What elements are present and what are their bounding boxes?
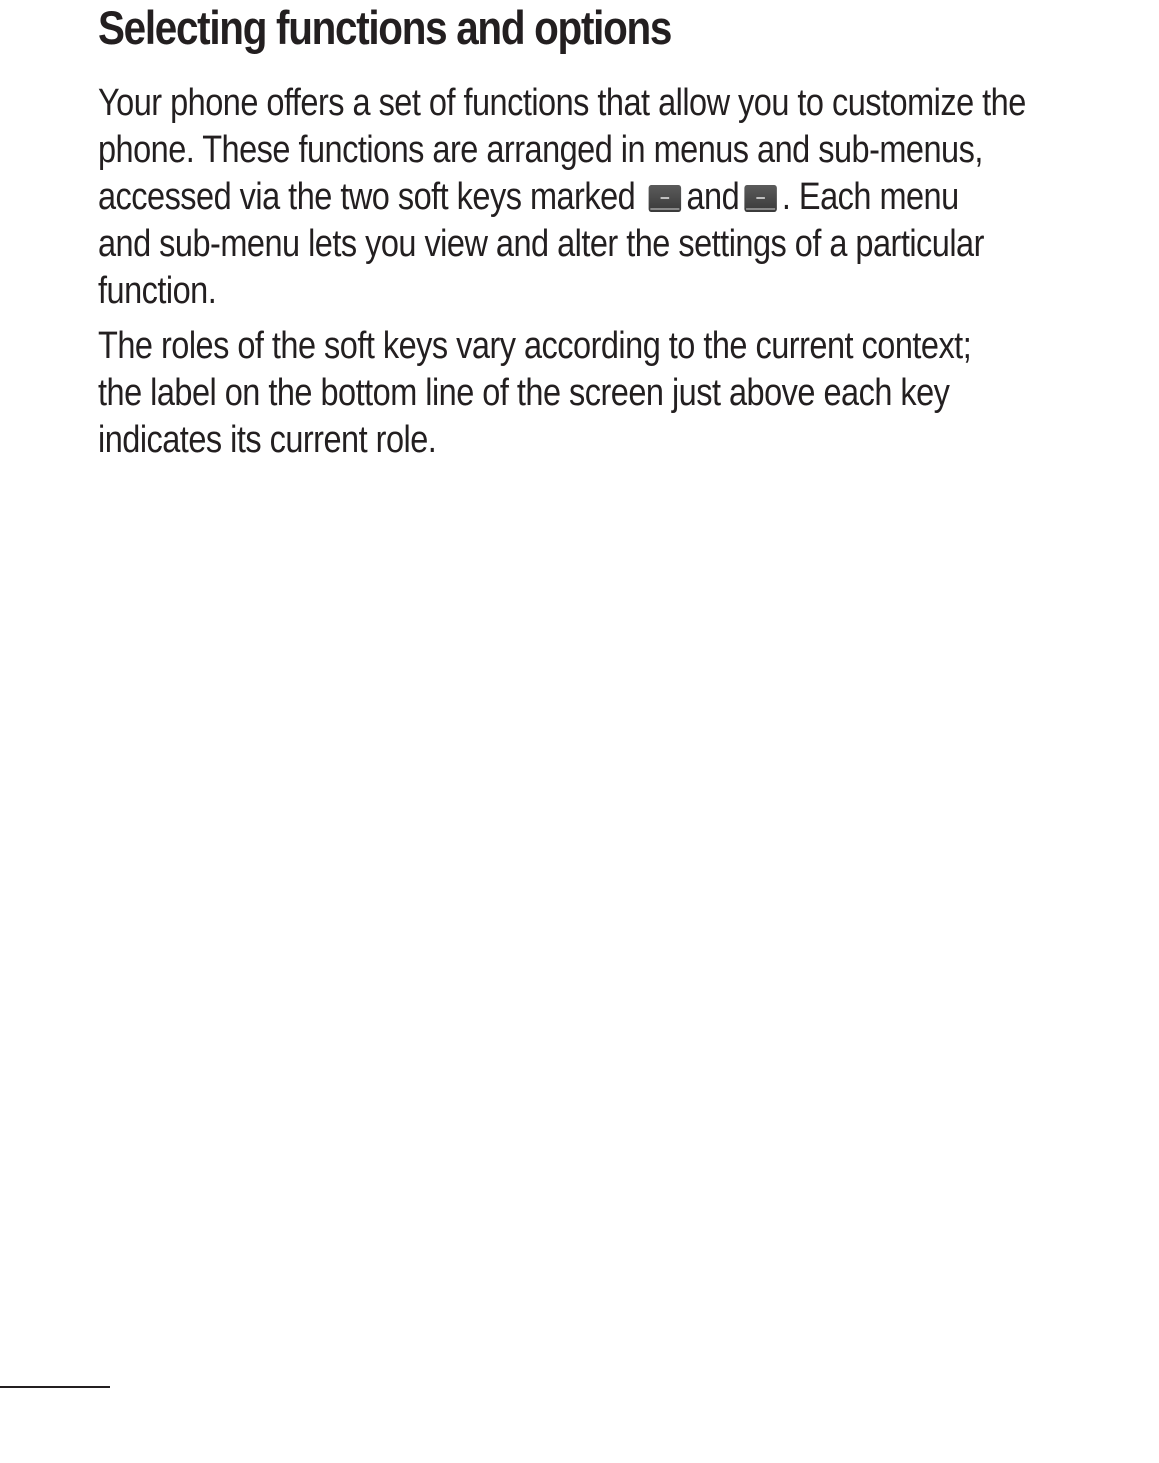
paragraph-line: the label on the bottom line of the screen just above each key xyxy=(98,372,950,414)
paragraph-text: and xyxy=(686,176,740,218)
paragraph-line: phone. These functions are arranged in menus and sub-menus, xyxy=(98,129,983,171)
paragraph-text: accessed via the two soft keys marked xyxy=(98,176,636,218)
paragraph-line: function. xyxy=(98,270,217,312)
intro-paragraph xyxy=(98,80,1107,315)
paragraph-text: . Each menu xyxy=(781,176,959,218)
right-soft-key-icon xyxy=(744,185,776,212)
paragraph-line: indicates its current role. xyxy=(98,419,437,461)
paragraph-line: The roles of the soft keys vary according to the current context; xyxy=(98,325,972,367)
paragraph-line: and sub-menu lets you view and alter the settings of a particular xyxy=(98,223,984,265)
paragraph-line-with-icons xyxy=(98,174,1107,221)
footer-divider xyxy=(0,1386,110,1388)
left-soft-key-icon xyxy=(649,185,681,212)
page-title: Selecting functions and options xyxy=(98,1,672,54)
page xyxy=(98,0,1108,461)
paragraph-line: Your phone offers a set of functions that allow you to customize the xyxy=(98,82,1026,124)
soft-keys-paragraph xyxy=(98,323,1107,464)
